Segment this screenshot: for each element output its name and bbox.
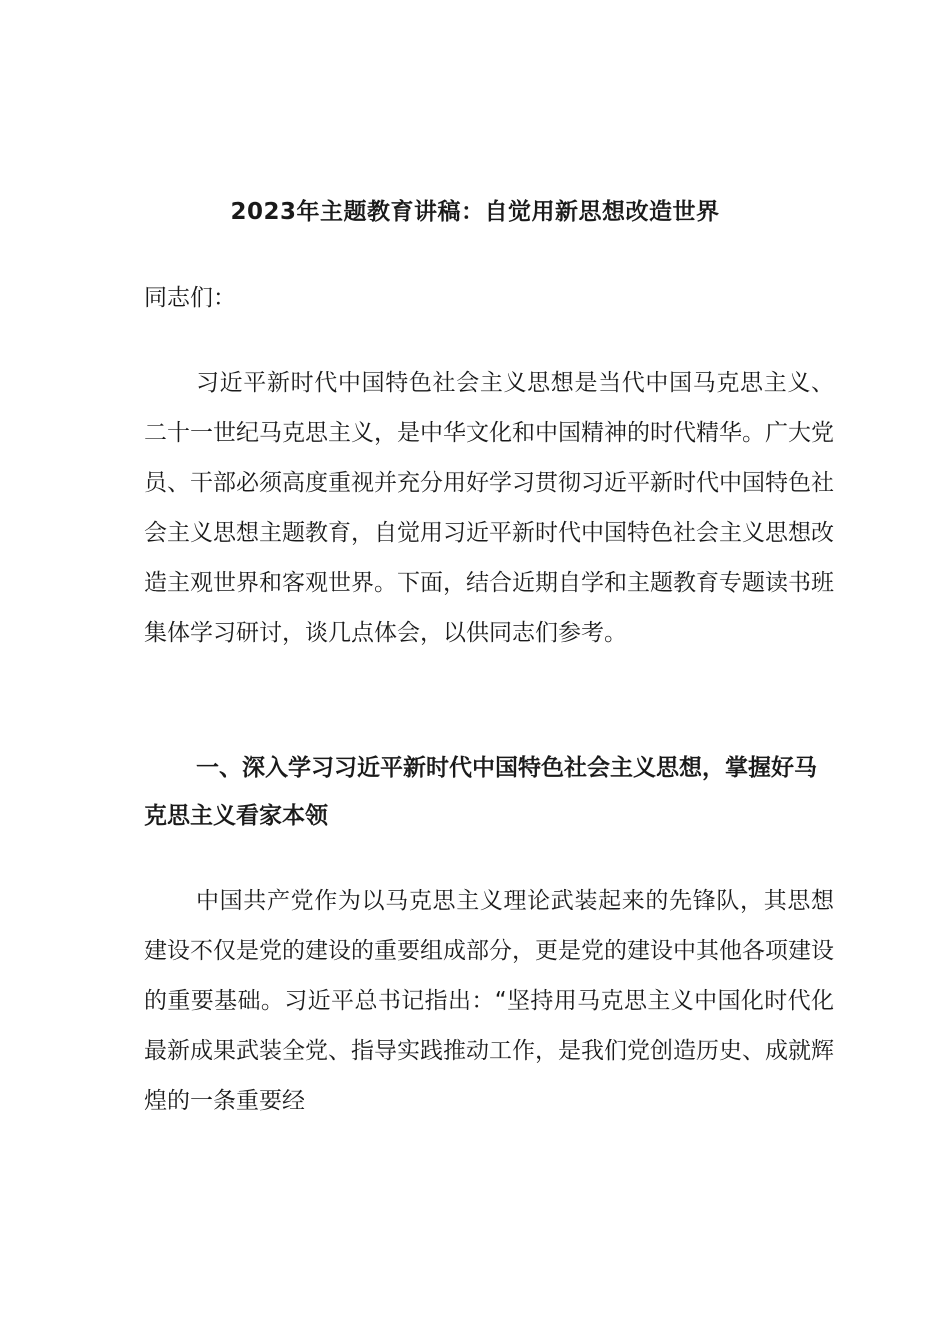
salutation: 同志们：	[144, 285, 236, 311]
document-title: 2023年主题教育讲稿：自觉用新思想改造世界	[230, 199, 720, 225]
paragraph-section-1: 中国共产党作为以马克思主义理论武装起来的先锋队，其思想建设不仅是党的建设的重要组成部分，更是党的建设中其他各项建设的重要基础。习近平总书记指出：“坚持用马克思主义中国化时代化最新成果武装全党、指导实践推动工作，是我们党创造历史、成就辉煌的一条重要经	[144, 888, 834, 1114]
paragraph-intro: 习近平新时代中国特色社会主义思想是当代中国马克思主义、二十一世纪马克思主义，是中华文化和中国精神的时代精华。广大党员、干部必须高度重视并充分用好学习贯彻习近平新时代中国特色社会主义思想主题教育，自觉用习近平新时代中国特色社会主义思想改造主观世界和客观世界。下面，结合近期自学和主题教育专题读书班集体学习研讨，谈几点体会，以供同志们参考。	[144, 370, 834, 646]
section-heading-1: 一、深入学习习近平新时代中国特色社会主义思想，掌握好马克思主义看家本领	[144, 755, 817, 829]
